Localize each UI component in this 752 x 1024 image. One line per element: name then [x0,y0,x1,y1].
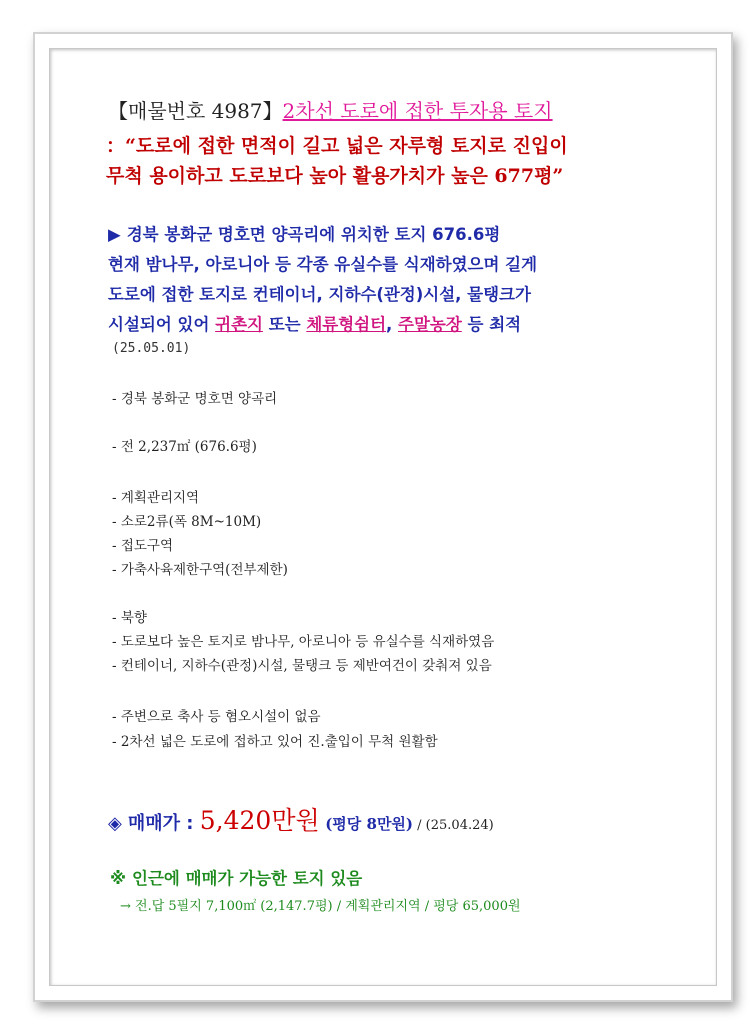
price-per-pyeong: (평당 8만원) [325,815,414,833]
headline-link[interactable]: 2차선 도로에 접한 투자용 토지 [282,99,553,123]
detail-area: - 전 2,237㎡ (676.6평) [112,439,257,455]
detail-feature-1: - 북향 [112,610,147,626]
summary-date: (25.05.01) [112,341,191,356]
reference-mark-icon: ※ [110,869,127,888]
detail-env-1: - 주변으로 축사 등 혐오시설이 없음 [112,709,321,725]
price-date: / (25.04.24) [413,818,494,833]
detail-zoning-2: - 소로2류(폭 8M~10M) [112,514,262,530]
page-title [108,95,553,124]
price-amount: 5,420만원 [199,806,320,835]
quote-line-1: ：“도로에 접한 면적이 길고 넓은 자루형 토지로 진입이 [106,135,568,157]
summary-line-3: 도로에 접한 토지로 컨테이너, 지하수(관정)시설, 물탱크가 [108,285,531,304]
tag-return-farm[interactable]: 귀촌지 [215,315,263,334]
detail-zoning-4: - 가축사육제한구역(전부제한) [112,562,288,578]
detail-feature-2: - 도로보다 높은 토지로 밤나무, 아로니아 등 유실수를 식재하였음 [112,634,495,650]
summary-line-1: ▶ 경북 봉화군 명호면 양곡리에 위치한 토지 676.6평 [108,225,501,244]
quote-line-2: 무척 용이하고 도로보다 높아 활용가치가 높은 677평” [106,165,564,187]
document-page [49,48,717,986]
summary-line-2: 현재 밤나무, 아로니아 등 각종 유실수를 식재하였으며 길게 [108,255,538,274]
tag-weekend-farm[interactable]: 주말농장 [398,315,462,334]
detail-feature-3: - 컨테이너, 지하수(관정)시설, 물탱크 등 제반여건이 갖춰져 있음 [112,658,492,674]
triangle-right-icon: ▶ [108,225,121,244]
detail-zoning-1: - 계획관리지역 [112,490,200,506]
nearby-detail: → 전.답 5필지 7,100㎡ (2,147.7평) / 계획관리지역 / 평당 65,000원 [120,899,521,914]
detail-zoning-3: - 접도구역 [112,538,174,554]
price-line [108,801,494,837]
detail-location: - 경북 봉화군 명호면 양곡리 [112,391,278,407]
tag-stay-shelter[interactable]: 체류형쉼터 [306,315,387,334]
nearby-heading: ※ 인근에 매매가 가능한 토지 있음 [110,869,363,888]
summary-line-4: 시설되어 있어 귀촌지 또는 체류형쉼터, 주말농장 등 최적 [108,315,522,334]
price-label: 매매가 : [127,813,200,834]
diamond-icon: ◈ [108,813,122,834]
detail-env-2: - 2차선 넓은 도로에 접하고 있어 진.출입이 무척 원활함 [112,734,438,750]
listing-number: 【매물번호 4987】 [108,99,283,123]
document-frame [33,32,733,1002]
